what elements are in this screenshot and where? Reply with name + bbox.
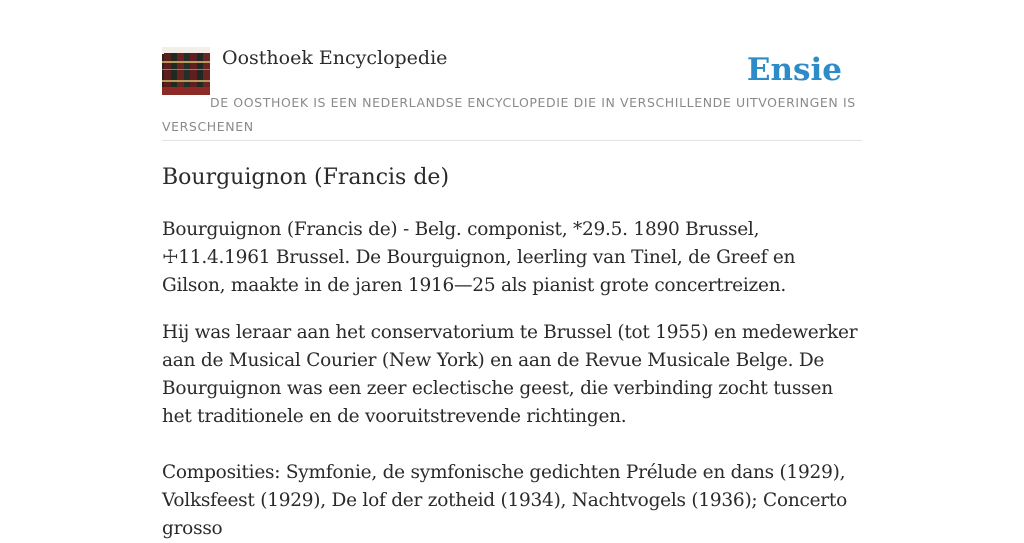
article [162,160,862,543]
article-paragraph: Hij was leraar aan het conservatorium te Brussel (tot 1955) en medewerker aan de Musical Courier (New York) en aan de Revue Musicale Belge. De Bourguignon was een zeer eclectische geest, die verbinding zocht tussen het traditionele en de vooruitstrevende richtingen. [162,322,858,427]
article-title: Bourguignon (Francis de) [162,165,450,190]
source-header [162,46,862,141]
encyclopedia-books-icon[interactable] [162,47,210,95]
source-tagline: DE OOSTHOEK IS EEN NEDERLANDSE ENCYCLOPEDIE DIE IN VERSCHILLENDE UITVOERINGEN IS VERSCHENEN [162,95,856,134]
ensie-logo[interactable]: Ensie [746,52,842,88]
source-name[interactable]: Oosthoek Encyclopedie [222,47,448,69]
article-paragraph: Composities: Symfonie, de symfonische gedichten Prélude en dans (1929), Volksfeest (1929), De lof der zotheid (1934), Nachtvogels (1936); Concerto grosso [162,462,847,539]
article-paragraph: Bourguignon (Francis de) - Belg. componist, *29.5. 1890 Brussel, ☩11.4.1961 Brussel. De Bourguignon, leerling van Tinel, de Greef en Gilson, maakte in de jaren 1916—25 als pianist grote concertreizen. [162,219,796,296]
